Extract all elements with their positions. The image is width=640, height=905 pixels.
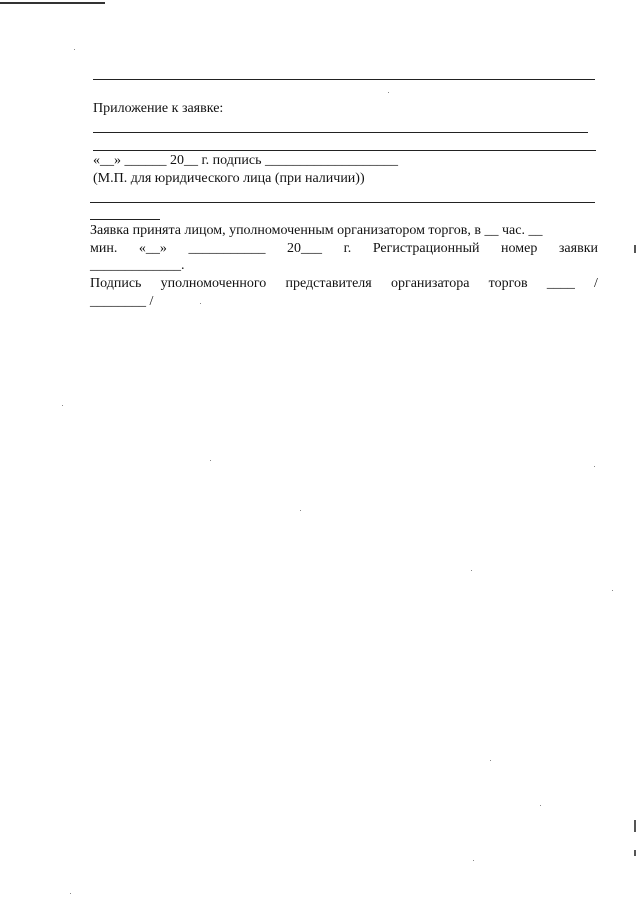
scan-edge-mark: [634, 820, 636, 832]
stamp-note: (М.П. для юридического лица (при наличии)): [93, 171, 365, 186]
word: ____: [546, 276, 575, 291]
scan-speck: [594, 466, 595, 467]
word: «__»: [138, 241, 167, 256]
scan-speck: [70, 893, 71, 894]
scan-speck: [388, 92, 389, 93]
word: заявки: [558, 241, 598, 256]
scan-speck: [540, 805, 541, 806]
blank-line-attachment-1: [93, 132, 588, 133]
short-separator-line: [90, 219, 160, 220]
scan-speck: [473, 860, 474, 861]
scan-speck: [74, 49, 75, 50]
word: мин.: [90, 241, 118, 256]
word: уполномоченного: [160, 276, 267, 291]
scan-edge-line: [0, 2, 105, 4]
acceptance-line-1: Заявка принята лицом, уполномоченным организатором торгов, в __ час. __: [90, 223, 543, 238]
word: номер: [501, 241, 538, 256]
representative-signature-line: [90, 276, 598, 292]
date-signature-line: «__» ______ 20__ г. подпись ___________________: [93, 153, 398, 168]
word: организатора: [390, 276, 470, 291]
word: Регистрационный: [372, 241, 480, 256]
blank-line-top: [93, 79, 595, 80]
scan-edge-mark: [634, 245, 636, 253]
acceptance-line-2: [90, 241, 598, 257]
word: Подпись: [90, 276, 142, 291]
representative-signature-tail: ________ /: [90, 294, 154, 309]
scan-speck: [62, 405, 63, 406]
scan-speck: [300, 510, 301, 511]
scan-speck: [471, 570, 472, 571]
word: /: [594, 276, 598, 291]
scan-speck: [490, 760, 491, 761]
scan-speck: [612, 590, 613, 591]
separator-line: [90, 202, 595, 203]
scan-edge-mark: [634, 850, 636, 856]
registration-number-blank: _____________.: [90, 258, 185, 273]
word: торгов: [488, 276, 528, 291]
attachment-label: Приложение к заявке:: [93, 101, 224, 116]
blank-line-attachment-2: [93, 150, 596, 151]
scan-speck: [210, 460, 211, 461]
word: г.: [343, 241, 352, 256]
word: ___________: [188, 241, 266, 256]
word: представителя: [285, 276, 372, 291]
scan-speck: [200, 303, 201, 304]
word: 20___: [287, 241, 323, 256]
